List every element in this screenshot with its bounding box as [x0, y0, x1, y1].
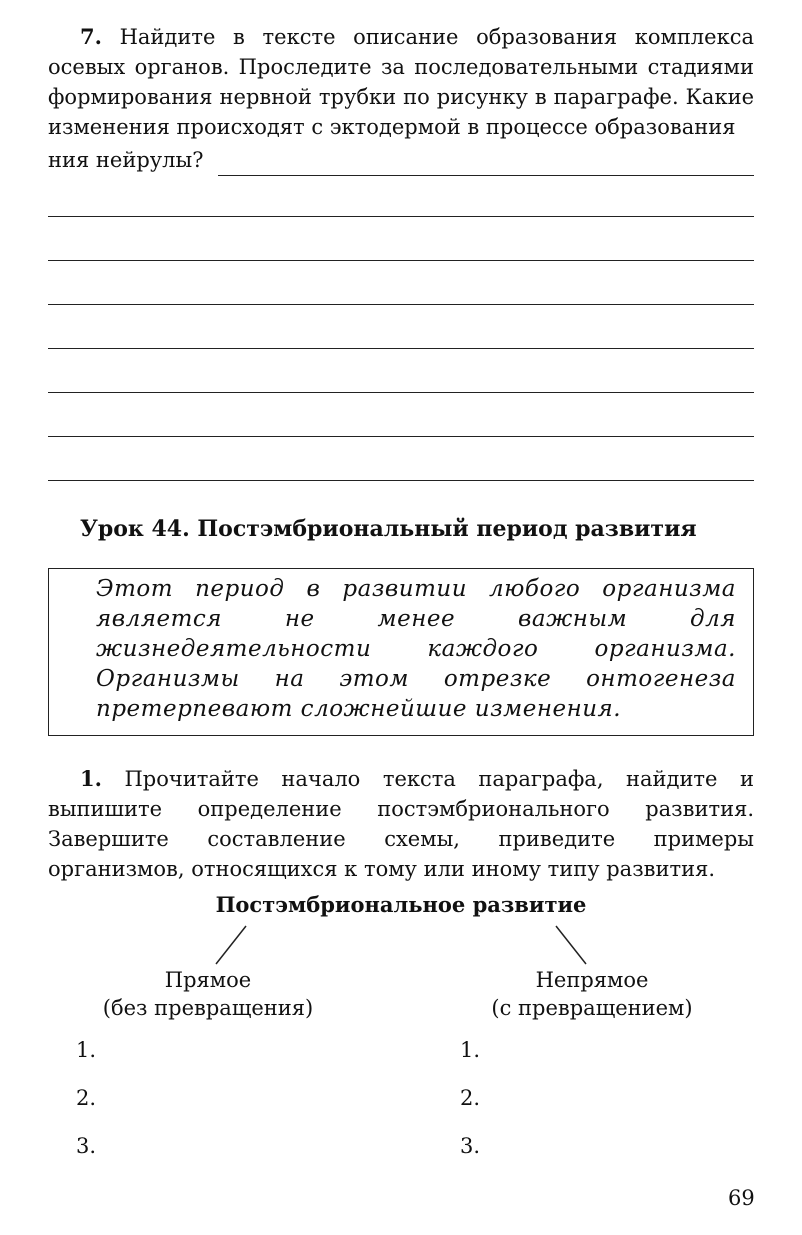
- lesson-quote: Этот период в развитии любого организма является не менее важным для жизнедеятельности каждого организма. Организмы на этом отрезке онтогенеза претерпевают сложнейшие изменения.: [96, 576, 736, 722]
- indirect-item-3[interactable]: 3.: [460, 1134, 481, 1158]
- branch-line-right: [556, 926, 586, 964]
- task-7-text: [48, 22, 754, 142]
- branch-direct-title: Прямое: [164, 968, 252, 992]
- branch-indirect-subtitle: (с превращением): [491, 996, 693, 1020]
- lesson-title: Урок 44. Постэмбриональный период развития: [80, 516, 697, 542]
- answer-line-4[interactable]: [48, 348, 754, 349]
- direct-item-1[interactable]: 1.: [76, 1038, 97, 1062]
- answer-line-7[interactable]: [48, 480, 754, 481]
- answer-line-3[interactable]: [48, 304, 754, 305]
- answer-line-1[interactable]: [48, 216, 754, 217]
- branch-indirect: [472, 966, 712, 1022]
- branch-line-left: [216, 926, 246, 964]
- task-1-body: Прочитайте начало текста параграфа, найдите и выпишите определение постэмбрионального развития. Завершите составление схемы, приведите примеры организмов, относящихся к тому или иному типу развития.: [48, 767, 754, 881]
- task-7-body: Найдите в тексте описание образования комплекса осевых органов. Проследите за последовательными стадиями формирования нервной трубки по рисунку в параграфе. Какие изменения происходят с эктодермой в процессе образования: [48, 25, 754, 139]
- answer-line-5[interactable]: [48, 392, 754, 393]
- task-1-number: 1.: [80, 766, 102, 791]
- direct-item-3[interactable]: 3.: [76, 1134, 97, 1158]
- answer-line-0[interactable]: [218, 175, 754, 176]
- schema-title: Постэмбриональное развитие: [215, 892, 587, 917]
- task-7-last-line: ния нейрулы?: [48, 148, 204, 172]
- task-1-text: [48, 764, 754, 884]
- answer-line-6[interactable]: [48, 436, 754, 437]
- branch-direct: [88, 966, 328, 1022]
- branch-direct-subtitle: (без превращения): [102, 996, 314, 1020]
- branch-indirect-title: Непрямое: [535, 968, 649, 992]
- task-7-number: 7.: [80, 24, 102, 49]
- direct-item-2[interactable]: 2.: [76, 1086, 97, 1110]
- indirect-item-2[interactable]: 2.: [460, 1086, 481, 1110]
- schema-branch-lines: [0, 922, 802, 972]
- indirect-item-1[interactable]: 1.: [460, 1038, 481, 1062]
- page-number: 69: [728, 1186, 755, 1210]
- answer-line-2[interactable]: [48, 260, 754, 261]
